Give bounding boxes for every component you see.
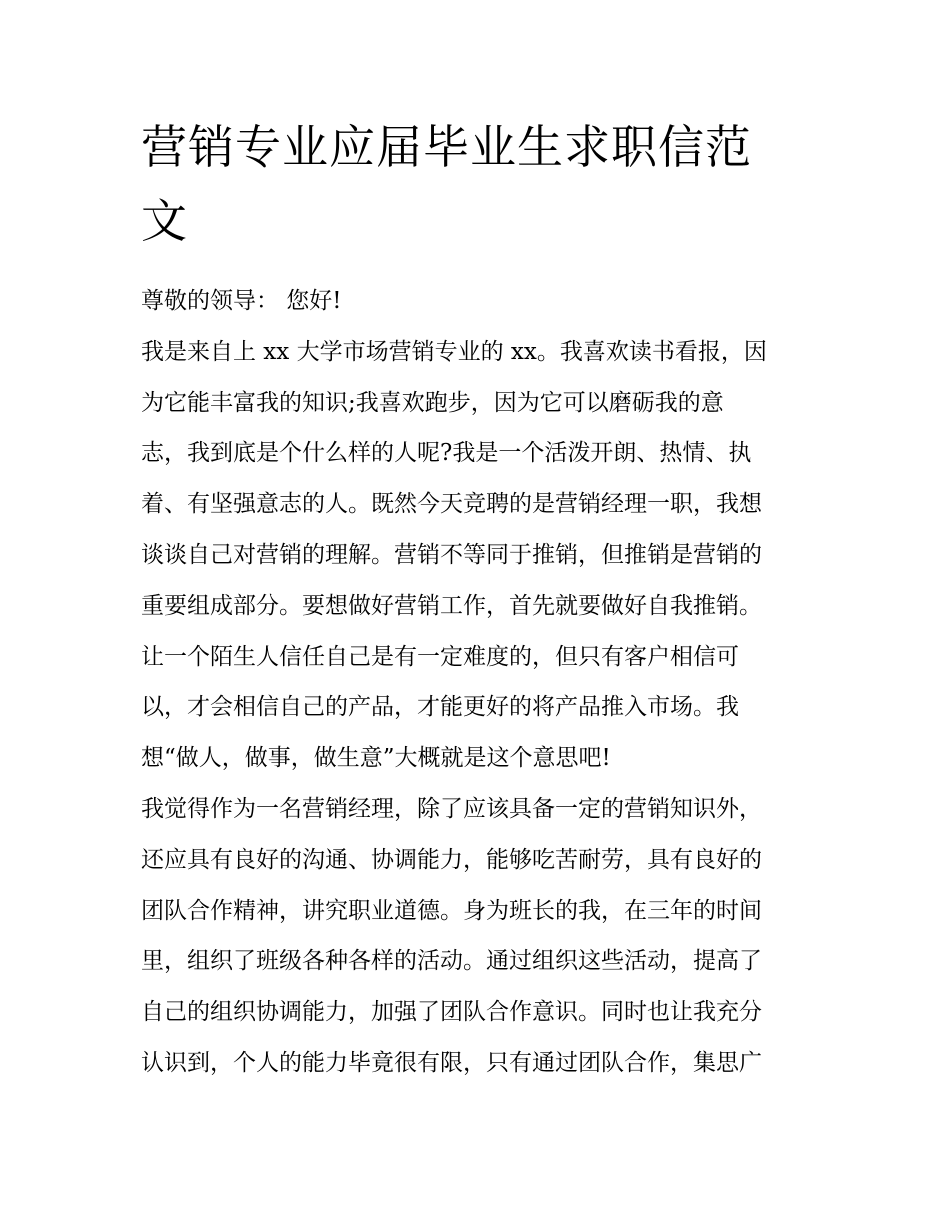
document-page [141, 110, 813, 1089]
text-line: 以，才会相信自己的产品，才能更好的将产品推入市场。我 [141, 694, 739, 721]
title-line: 文 [141, 194, 188, 248]
letter-body [141, 276, 813, 1089]
title-line: 营销专业应届毕业生求职信范 [141, 120, 752, 174]
text-line: 让一个陌生人信任自己是有一定难度的，但只有客户相信可 [141, 643, 739, 670]
text-line: 团队合作精神，讲究职业道德。身为班长的我，在三年的时间 [141, 897, 762, 924]
document-title [141, 110, 813, 258]
text-line: 谈谈自己对营销的理解。营销不等同于推销，但推销是营销的 [141, 541, 762, 568]
text-line: 还应具有良好的沟通、协调能力，能够吃苦耐劳，具有良好的 [141, 846, 762, 873]
text-line: 自己的组织协调能力，加强了团队合作意识。同时也让我充分 [141, 999, 762, 1026]
text-line: 志，我到底是个什么样的人呢?我是一个活泼开朗、热情、执 [141, 440, 752, 467]
greeting-line: 尊敬的领导： 您好! [141, 288, 342, 314]
text-line: 重要组成部分。要想做好营销工作，首先就要做好自我推销。 [141, 592, 762, 619]
text-line: 认识到，个人的能力毕竟很有限，只有通过团队合作，集思广 [141, 1049, 762, 1076]
text-line: 想“做人，做事，做生意”大概就是这个意思吧! [141, 745, 611, 772]
greeting [141, 276, 813, 327]
paragraph-qualifications [141, 784, 813, 1089]
text-line: 里，组织了班级各种各样的活动。通过组织这些活动，提高了 [141, 948, 762, 975]
text-line: 为它能丰富我的知识;我喜欢跑步，因为它可以磨砺我的意 [141, 389, 724, 416]
text-line: 我觉得作为一名营销经理，除了应该具备一定的营销知识外， [141, 795, 762, 822]
paragraph-introduction [141, 327, 813, 784]
text-line: 我是来自上 xx 大学市场营销专业的 xx。我喜欢读书看报，因 [141, 338, 767, 365]
text-line: 着、有坚强意志的人。既然今天竞聘的是营销经理一职，我想 [141, 491, 762, 518]
